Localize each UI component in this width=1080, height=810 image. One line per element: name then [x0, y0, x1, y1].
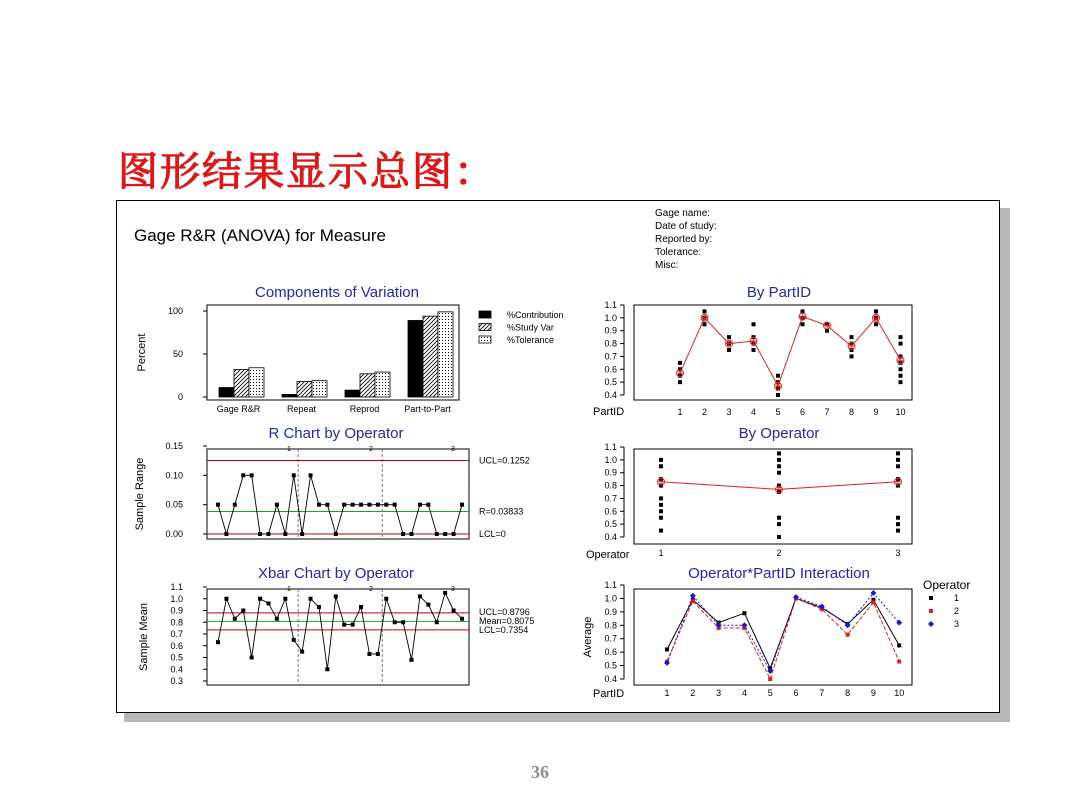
- legend-swatch: [928, 621, 934, 627]
- x-tick-label: 1: [658, 548, 664, 558]
- data-point: [266, 601, 270, 605]
- data-point: [659, 458, 663, 462]
- ucl-label: UCL=0.8796: [479, 607, 530, 617]
- data-point: [777, 535, 781, 539]
- data-point: [659, 496, 663, 500]
- y-tick-label: 0.8: [170, 617, 183, 628]
- data-point: [435, 620, 439, 624]
- data-point: [283, 532, 287, 536]
- y-tick-label: 0.9: [604, 467, 617, 478]
- data-point: [300, 650, 304, 654]
- data-point: [703, 322, 707, 326]
- data-point: [393, 503, 397, 507]
- data-point: [664, 660, 670, 666]
- bar: [438, 312, 453, 397]
- data-point: [452, 532, 456, 536]
- data-point: [776, 374, 780, 378]
- y-tick-label: 1.1: [604, 580, 617, 590]
- data-point: [317, 605, 321, 609]
- operator-label: 1: [287, 446, 291, 453]
- slide-title: 图形结果显示总图：: [118, 148, 496, 195]
- data-point: [659, 464, 663, 468]
- y-tick-label: 0.10: [165, 470, 183, 481]
- data-point: [896, 516, 900, 520]
- plot-frame: [634, 305, 912, 400]
- data-line: [218, 475, 462, 534]
- x-axis-label: PartID: [593, 688, 625, 700]
- y-axis-label: Sample Mean: [138, 603, 150, 671]
- mean-marker: [895, 479, 901, 485]
- data-point: [899, 380, 903, 384]
- legend-swatch: [479, 324, 491, 331]
- data-point: [665, 647, 669, 651]
- data-point: [460, 617, 464, 621]
- data-point: [410, 532, 414, 536]
- bar: [234, 369, 249, 397]
- data-point: [897, 660, 901, 664]
- mean-marker: [800, 314, 806, 320]
- data-point: [846, 633, 850, 637]
- data-point: [376, 503, 380, 507]
- y-tick-label: 0.9: [604, 606, 617, 617]
- mean-line: [680, 317, 901, 386]
- mean-marker: [775, 383, 781, 389]
- data-point: [401, 620, 405, 624]
- y-axis-label: Average: [582, 616, 594, 658]
- y-tick-label: 0.4: [604, 532, 617, 542]
- mean-marker: [898, 357, 904, 363]
- x-tick-label: Part-to-Part: [404, 404, 451, 414]
- data-point: [325, 667, 329, 671]
- data-point: [426, 603, 430, 607]
- ucl-label: UCL=0.1252: [479, 455, 530, 466]
- x-tick-label: 5: [767, 688, 773, 698]
- operator-label: 3: [451, 446, 455, 453]
- data-point: [317, 503, 321, 507]
- bar: [345, 390, 360, 397]
- bar: [312, 381, 327, 397]
- y-tick-label: 0.7: [604, 633, 617, 644]
- data-point: [367, 652, 371, 656]
- data-point: [742, 611, 746, 615]
- x-tick-label: Repeat: [286, 404, 317, 414]
- data-point: [410, 658, 414, 662]
- y-tick-label: 100: [167, 306, 183, 316]
- y-tick-label: 0.4: [604, 674, 617, 684]
- operator-label: 2: [369, 446, 373, 453]
- legend-swatch: [479, 336, 491, 343]
- data-point: [896, 458, 900, 462]
- x-tick-label: 9: [870, 688, 876, 698]
- bar: [360, 374, 375, 397]
- data-point: [367, 503, 371, 507]
- x-tick-label: 3: [726, 407, 732, 417]
- report-title: Gage R&R (ANOVA) for Measure: [134, 226, 386, 245]
- data-point: [250, 656, 254, 660]
- report-meta: [655, 208, 717, 271]
- y-tick-label: 1.1: [170, 582, 183, 592]
- mean-marker: [677, 370, 683, 376]
- data-point: [241, 473, 245, 477]
- series-line: [667, 598, 899, 679]
- data-point: [351, 503, 355, 507]
- data-point: [359, 605, 363, 609]
- y-axis-label: Percent: [136, 333, 148, 372]
- lcl-label: LCL=0.7354: [479, 625, 529, 635]
- mean-marker: [658, 479, 664, 485]
- x-tick-label: 4: [750, 407, 757, 417]
- x-tick-label: 10: [895, 407, 906, 417]
- y-tick-label: 1.1: [604, 300, 617, 310]
- data-point: [777, 458, 781, 462]
- bar: [249, 368, 264, 397]
- y-tick-label: 0.5: [604, 377, 617, 388]
- data-point: [690, 593, 696, 599]
- x-tick-label: Gage R&R: [216, 404, 261, 414]
- data-point: [850, 335, 854, 339]
- data-point: [384, 503, 388, 507]
- data-point: [233, 617, 237, 621]
- data-point: [216, 640, 220, 644]
- y-tick-label: 0.8: [604, 480, 617, 491]
- data-point: [325, 503, 329, 507]
- data-point: [768, 677, 772, 681]
- legend-swatch: [929, 596, 933, 600]
- y-tick-label: 0.05: [165, 499, 183, 510]
- data-point: [452, 609, 456, 613]
- y-tick-label: 0.8: [604, 338, 617, 349]
- data-point: [266, 532, 270, 536]
- legend-swatch: [929, 609, 933, 613]
- bar: [375, 372, 390, 397]
- legend-swatch: [479, 311, 491, 318]
- data-point: [342, 623, 346, 627]
- data-point: [659, 509, 663, 513]
- data-point: [359, 503, 363, 507]
- y-tick-label: 0.6: [604, 506, 617, 517]
- y-tick-label: 0.3: [170, 676, 183, 686]
- y-tick-label: 0.7: [604, 351, 617, 362]
- x-tick-label: 1: [664, 688, 670, 698]
- x-tick-label: 4: [741, 688, 747, 698]
- data-point: [899, 335, 903, 339]
- data-point: [393, 620, 397, 624]
- data-point: [384, 597, 388, 601]
- data-point: [258, 532, 262, 536]
- legend-label: 1: [954, 593, 960, 603]
- data-point: [216, 503, 220, 507]
- y-tick-label: 50: [172, 349, 183, 359]
- data-point: [777, 471, 781, 475]
- y-tick-label: 0.4: [170, 664, 183, 675]
- data-point: [250, 473, 254, 477]
- data-point: [752, 322, 756, 326]
- data-point: [659, 516, 663, 520]
- data-point: [435, 532, 439, 536]
- page-number: 36: [531, 762, 549, 782]
- center-label: R=0.03833: [479, 506, 524, 517]
- y-tick-label: 0.5: [604, 660, 617, 671]
- data-point: [443, 591, 447, 595]
- data-point: [776, 393, 780, 397]
- data-point: [777, 516, 781, 520]
- data-point: [418, 503, 422, 507]
- data-point: [659, 529, 663, 533]
- data-point: [309, 473, 313, 477]
- data-point: [342, 503, 346, 507]
- data-point: [896, 529, 900, 533]
- chart-title: Operator*PartID Interaction: [688, 565, 870, 582]
- data-point: [275, 503, 279, 507]
- meta-line: Reported by:: [655, 234, 713, 245]
- data-point: [678, 361, 682, 365]
- data-point: [703, 309, 707, 313]
- bar: [282, 394, 297, 397]
- chart-title: R Chart by Operator: [268, 425, 404, 442]
- mean-marker: [776, 486, 782, 492]
- data-point: [777, 522, 781, 526]
- legend-label: 3: [954, 619, 960, 629]
- bar: [219, 388, 234, 397]
- meta-line: Date of study:: [655, 221, 717, 232]
- data-point: [899, 367, 903, 371]
- x-tick-label: 1: [677, 407, 683, 417]
- lcl-label: LCL=0: [479, 529, 506, 539]
- x-axis-label: PartID: [593, 406, 625, 418]
- chart-title: By Operator: [738, 425, 820, 442]
- y-tick-label: 0.9: [604, 325, 617, 336]
- operator-label: 1: [287, 586, 291, 593]
- x-tick-label: 5: [775, 407, 781, 417]
- x-tick-label: 2: [690, 688, 696, 698]
- data-point: [896, 522, 900, 526]
- x-tick-label: 2: [776, 548, 782, 558]
- data-point: [874, 309, 878, 313]
- x-tick-label: 6: [793, 688, 799, 698]
- data-point: [292, 473, 296, 477]
- center-label: Mean=0.8075: [479, 616, 535, 626]
- x-tick-label: 7: [819, 688, 825, 698]
- data-point: [300, 532, 304, 536]
- data-point: [752, 348, 756, 352]
- data-point: [850, 354, 854, 358]
- data-point: [376, 652, 380, 656]
- data-point: [871, 600, 875, 604]
- y-tick-label: 0.00: [165, 529, 183, 539]
- data-point: [233, 503, 237, 507]
- data-point: [241, 609, 245, 613]
- x-tick-label: 10: [894, 688, 905, 698]
- y-tick-label: 1.1: [604, 442, 617, 452]
- data-point: [741, 622, 747, 628]
- plot-frame: [634, 449, 912, 544]
- data-point: [334, 532, 338, 536]
- y-tick-label: 0.7: [170, 629, 183, 639]
- data-point: [224, 532, 228, 536]
- data-point: [418, 594, 422, 598]
- y-tick-label: 0.7: [604, 493, 617, 504]
- legend-label: %Contribution: [507, 310, 564, 320]
- data-point: [777, 464, 781, 468]
- x-axis-label: Operator: [586, 549, 630, 561]
- data-point: [727, 335, 731, 339]
- y-tick-label: 0.4: [604, 390, 617, 400]
- x-tick-label: 8: [845, 688, 851, 698]
- bar: [408, 320, 423, 397]
- data-point: [334, 594, 338, 598]
- meta-line: Misc:: [655, 260, 679, 271]
- x-tick-label: 9: [873, 407, 879, 417]
- operator-label: 3: [451, 586, 455, 593]
- meta-line: Gage name:: [655, 208, 711, 219]
- data-point: [727, 348, 731, 352]
- data-point: [460, 503, 464, 507]
- x-tick-label: 3: [895, 548, 901, 558]
- y-tick-label: 0.15: [165, 441, 183, 451]
- y-tick-label: 1.0: [604, 593, 617, 604]
- data-point: [426, 503, 430, 507]
- x-tick-label: 7: [824, 407, 830, 417]
- data-point: [309, 597, 313, 601]
- data-point: [691, 599, 695, 603]
- data-point: [351, 623, 355, 627]
- data-point: [292, 638, 296, 642]
- y-tick-label: 0.6: [604, 647, 617, 658]
- y-tick-label: 0.6: [604, 364, 617, 375]
- y-tick-label: 1.0: [170, 593, 183, 604]
- chart-title: Components of Variation: [255, 284, 419, 301]
- gage-rr-report-panel: [116, 200, 1000, 713]
- legend-label: %Tolerance: [507, 335, 555, 345]
- data-point: [896, 451, 900, 455]
- y-tick-label: 0.6: [170, 640, 183, 651]
- y-tick-label: 0.9: [170, 605, 183, 616]
- data-point: [659, 503, 663, 507]
- y-tick-label: 0.5: [170, 652, 183, 663]
- data-point: [224, 597, 228, 601]
- data-point: [899, 374, 903, 378]
- data-point: [896, 464, 900, 468]
- y-tick-label: 0.8: [604, 620, 617, 631]
- data-point: [897, 643, 901, 647]
- legend-label: %Study Var: [507, 322, 554, 333]
- chart-title: Xbar Chart by Operator: [258, 565, 414, 582]
- y-tick-label: 1.0: [604, 454, 617, 465]
- y-tick-label: 0.5: [604, 519, 617, 530]
- y-tick-label: 0: [177, 392, 183, 402]
- x-tick-label: 6: [799, 407, 806, 417]
- x-tick-label: 3: [716, 688, 722, 698]
- data-point: [283, 597, 287, 601]
- meta-line: Tolerance:: [655, 247, 702, 258]
- bar: [423, 316, 438, 397]
- data-point: [899, 342, 903, 346]
- chart-title: By PartID: [746, 284, 812, 301]
- legend-label: 2: [954, 606, 960, 616]
- data-point: [678, 380, 682, 384]
- data-line: [218, 593, 462, 669]
- data-point: [275, 617, 279, 621]
- x-tick-label: Reprod: [349, 404, 380, 414]
- y-axis-label: Sample Range: [134, 457, 146, 531]
- data-point: [874, 322, 878, 326]
- x-tick-label: 2: [701, 407, 708, 417]
- data-point: [258, 597, 262, 601]
- mean-marker: [751, 338, 757, 344]
- y-tick-label: 1.0: [604, 312, 617, 323]
- data-point: [401, 532, 405, 536]
- legend-title: Operator: [923, 578, 971, 592]
- x-tick-label: 8: [848, 407, 855, 417]
- data-point: [801, 322, 805, 326]
- data-point: [443, 532, 447, 536]
- operator-label: 2: [369, 586, 373, 593]
- bar: [297, 382, 312, 397]
- report-figure: [117, 201, 999, 712]
- data-point: [777, 451, 781, 455]
